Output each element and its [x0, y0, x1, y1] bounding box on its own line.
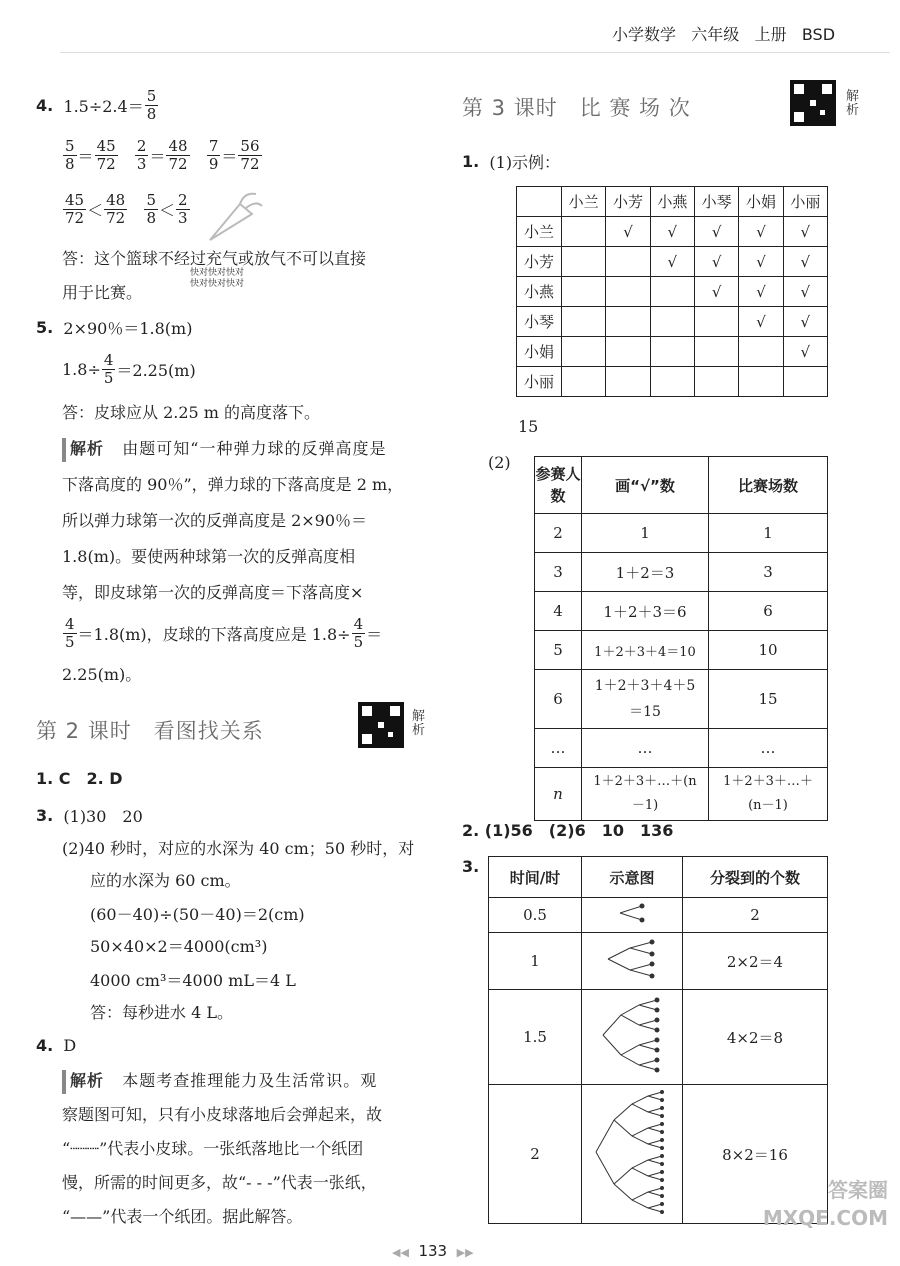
left-q5-line1: 5. 2×90％＝1.8(m)	[36, 318, 193, 338]
left-q5-jx7: 2.25(m)。	[62, 665, 142, 684]
left-q4-cmp: $\frac{45}{72}$ ＜ $\frac{48}{72}$ $\frac{5}{8}$ ＜ $\frac{2}{3}$	[65, 191, 188, 227]
jiexi-bar	[62, 1070, 66, 1094]
table-row: … … …	[535, 729, 828, 768]
table-row: 5 1＋2＋3＋4＝10 10	[535, 631, 828, 670]
tree-diagram-4	[582, 1085, 683, 1224]
division-table	[488, 856, 828, 1224]
table-header: 分裂到的个数	[683, 857, 828, 898]
right-q1-part2: (2)	[488, 453, 511, 472]
watermark: 答案圈 MXQE.COM	[762, 1178, 888, 1230]
table-header: 小琴	[694, 187, 738, 217]
section-2-title: 第 2 课时 看图找关系	[36, 719, 264, 743]
table-row: 0.5 2	[489, 898, 828, 933]
total-games: 15	[518, 417, 539, 436]
left-s2q4-jx5: “——”代表一个纸团。据此解答。	[62, 1207, 303, 1226]
qr-code-icon[interactable]	[358, 702, 404, 748]
right-q1-label: 1. (1)示例：	[462, 152, 561, 172]
table-row: 小琴 √ √	[517, 307, 828, 337]
table-row: 1 2×2＝4	[489, 933, 828, 990]
table-row: 2 1 1	[535, 514, 828, 553]
left-q5-jx5: 等，即皮球第一次的反弹高度＝下落高度×	[62, 583, 364, 602]
left-s2q3-d: 50×40×2＝4000(cm³)	[90, 937, 268, 956]
header-subject: 小学数学	[612, 25, 677, 44]
table-row	[489, 857, 828, 898]
table-row: 小兰 √ √ √ √ √	[517, 217, 828, 247]
table-header: 小燕	[650, 187, 694, 217]
table-row: 小芳 √ √ √ √	[517, 247, 828, 277]
right-q2: 2. (1)56 (2)6 10 136	[462, 821, 674, 840]
carrot-icon	[196, 188, 266, 250]
tree-diagram-2	[582, 933, 683, 990]
left-s2q4: 4. D	[36, 1036, 77, 1055]
table-row: 4 1＋2＋3＝6 6	[535, 592, 828, 631]
left-q4-conv: $\frac{5}{8}$ ＝ $\frac{45}{72}$ $\frac{2}{3}$ ＝ $\frac{48}{72}$ $\frac{7}{9}$ ＝ $\frac{56}{72}$	[65, 137, 260, 173]
table-row: 小丽	[517, 367, 828, 397]
table-row: 小娟 √	[517, 337, 828, 367]
left-s2q4-jx4: 慢，所需的时间更多，故“- - -”代表一张纸，	[62, 1173, 377, 1192]
table-header: 小芳	[606, 187, 650, 217]
left-s2q3-b2: 应的水深为 60 cm。	[90, 871, 241, 890]
left-s2q1: 1. C 2. D	[36, 769, 123, 788]
table-row: n 1＋2＋3＋…＋(n－1) 1＋2＋3＋…＋(n－1)	[535, 768, 828, 821]
left-s2q4-jx2: 察题图可知，只有小皮球落地后会弹起来，故	[62, 1105, 383, 1124]
table-header: 比赛场数	[709, 457, 828, 514]
match-table	[516, 186, 828, 397]
right-q3-num: 3.	[462, 857, 480, 876]
table-row: 3 1＋2＝3 3	[535, 553, 828, 592]
table-header: 小丽	[783, 187, 827, 217]
table-header: 示意图	[582, 857, 683, 898]
jiexi-bar	[62, 438, 66, 462]
tree-diagram-3	[582, 990, 683, 1085]
table-header: 小兰	[562, 187, 606, 217]
stamp-text: 快对快对快对 快对快对快对	[190, 268, 245, 289]
left-q4-ans2: 用于比赛。	[62, 283, 143, 302]
left-q5-jx2: 下落高度的 90％”，弹力球的下落高度是 2 m，	[62, 475, 404, 494]
page-footer: ◀◀ 133 ▶▶	[392, 1242, 474, 1260]
left-s2q4-jx3: “┈┈┈”代表小皮球。一张纸落地比一个纸团	[62, 1139, 364, 1158]
table-row: 6 1＋2＋3＋4＋5＝15 15	[535, 670, 828, 729]
header-grade: 六年级	[691, 25, 740, 44]
left-q5-jx3: 所以弹力球第一次的反弹高度是 2×90％＝	[62, 511, 368, 530]
header-divider	[60, 52, 890, 53]
left-q4-line1: 4. 1.5÷2.4＝ $\frac{5}{8}$	[36, 87, 157, 123]
page-number: 133	[418, 1242, 448, 1260]
table-row: 小燕 √ √ √	[517, 277, 828, 307]
qr-code-icon[interactable]	[790, 80, 836, 126]
left-q5-ans: 答：皮球应从 2.25 m 的高度落下。	[62, 403, 321, 422]
table-row	[517, 187, 828, 217]
left-q5-jx4: 1.8(m)。要使两种球第一次的反弹高度相	[62, 547, 356, 566]
table-row: 2 8×2＝16	[489, 1085, 828, 1224]
header-term: 上册	[754, 25, 787, 44]
games-table	[534, 456, 828, 821]
left-s2q3-c: (60－40)÷(50－40)＝2(cm)	[90, 905, 305, 924]
left-s2q3-b1: (2)40 秒时，对应的水深为 40 cm；50 秒时，对	[62, 839, 415, 858]
table-header: 小娟	[739, 187, 783, 217]
table-row: 1.5 4×2＝8	[489, 990, 828, 1085]
left-q5-jx1: 解析 由题可知“一种弹力球的反弹高度是	[70, 439, 387, 458]
left-s2q4-jx1: 解析 本题考查推理能力及生活常识。观	[70, 1071, 378, 1090]
tree-diagram-1	[582, 898, 683, 933]
table-header: 画“√”数	[582, 457, 709, 514]
qr-label: 解析	[846, 89, 860, 118]
left-q5-jx6: $\frac{4}{5}$ ＝1.8(m)，皮球的下落高度应是 1.8÷ $\frac{4}{5}$ ＝	[65, 615, 383, 651]
table-row	[535, 457, 828, 514]
section-3-title: 第 3 课时 比 赛 场 次	[462, 96, 691, 120]
left-s2q3-f: 答：每秒进水 4 L。	[90, 1003, 233, 1022]
left-q5-line2: 1.8÷ $\frac{4}{5}$ ＝2.25(m)	[62, 351, 196, 387]
left-q4-ans1: 答：这个篮球不经过充气或放气不可以直接	[62, 249, 367, 268]
qr-label: 解析	[412, 709, 426, 738]
left-s2q3-a: 3. (1)30 20	[36, 806, 143, 826]
header-edition: BSD	[801, 25, 836, 44]
table-header: 参赛人数	[535, 457, 582, 514]
table-header: 时间/时	[489, 857, 582, 898]
left-s2q3-e: 4000 cm³＝4000 mL＝4 L	[90, 971, 296, 990]
